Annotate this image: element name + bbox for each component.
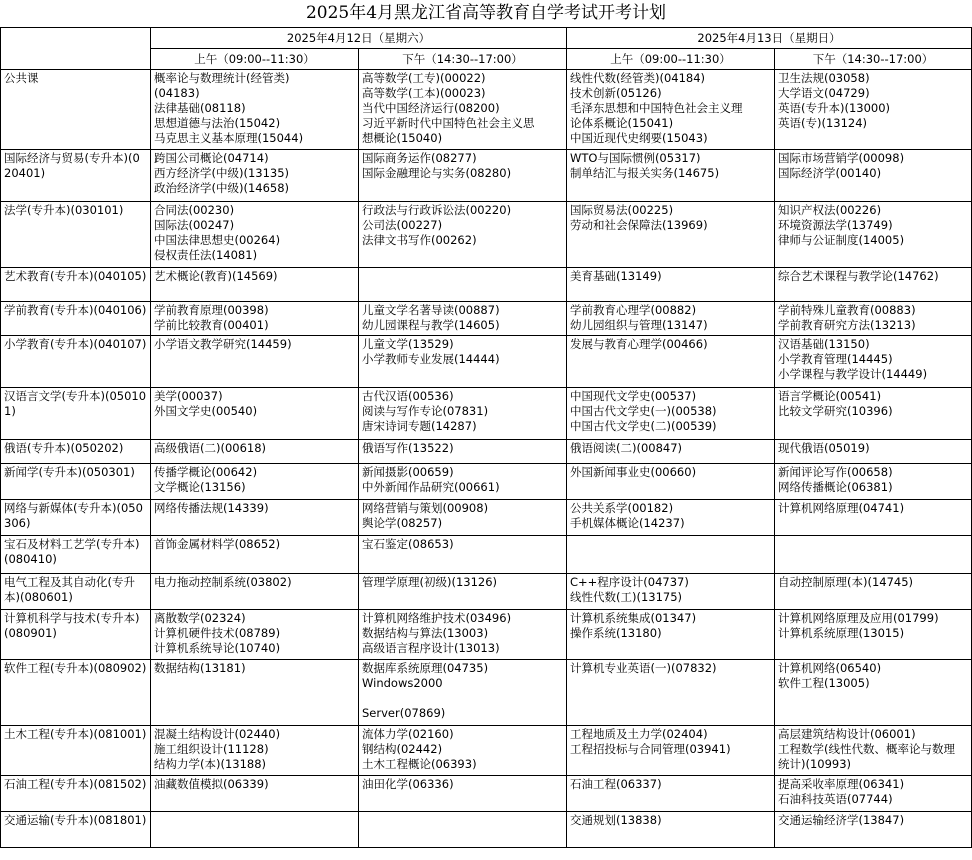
- course-cell: [151, 660, 359, 726]
- major-cell: 电气工程及其自动化(专升本)(080601): [1, 574, 151, 610]
- course-line: 数据结构与算法(13003): [362, 626, 489, 640]
- course-cell: [567, 268, 775, 302]
- course-cell: [775, 336, 972, 388]
- course-line: 计算机网络原理及应用(01799): [778, 611, 939, 625]
- course-cell: [151, 464, 359, 500]
- course-line: 学前教育原理(00398): [154, 303, 269, 317]
- course-line: 学前比较教育(00401): [154, 318, 269, 332]
- course-line: 交通运输经济学(13847): [778, 813, 905, 827]
- course-cell: [775, 150, 972, 202]
- major-cell: 学前教育(专升本)(040106): [1, 302, 151, 336]
- course-cell: [775, 70, 972, 150]
- course-line: 计算机网络原理(04741): [778, 501, 905, 515]
- course-cell: [359, 202, 567, 268]
- course-line: 网络传播法规(14339): [154, 501, 269, 515]
- course-cell: [151, 202, 359, 268]
- course-line: 跨国公司概论(04714): [154, 151, 269, 165]
- course-line: 现代俄语(05019): [778, 441, 870, 455]
- course-line: 计算机网络(06540): [778, 661, 882, 675]
- course-line: 高等数学(工专)(00022): [362, 71, 486, 85]
- course-line: 小学教师专业发展(14444): [362, 352, 500, 366]
- course-cell: [359, 464, 567, 500]
- major-cell: 土木工程(专升本)(081001): [1, 726, 151, 776]
- course-line: 操作系统(13180): [570, 626, 662, 640]
- course-line: 线性代数(经管类)(04184): [570, 71, 706, 85]
- course-line: 结构力学(本)(13188): [154, 757, 267, 771]
- course-line: 油田化学(06336): [362, 777, 454, 791]
- course-line: 卫生法规(03058): [778, 71, 870, 85]
- course-line: 公司法(00227): [362, 218, 443, 232]
- course-cell: [359, 440, 567, 464]
- course-cell: [151, 500, 359, 536]
- course-line: 中国近现代史纲要(15043): [570, 131, 708, 145]
- course-line: 数据结构(13181): [154, 661, 246, 675]
- course-line: 工程招投标与合同管理(03941): [570, 742, 731, 756]
- course-line: 俄语写作(13522): [362, 441, 454, 455]
- course-line: 交通规划(13838): [570, 813, 662, 827]
- course-cell: [567, 464, 775, 500]
- course-line: 比较文学研究(10396): [778, 404, 893, 418]
- course-cell: [567, 500, 775, 536]
- major-cell: 俄语(专升本)(050202): [1, 440, 151, 464]
- course-line: 计算机网络维护技术(03496): [362, 611, 512, 625]
- major-cell: 宝石及材料工艺学(专升本)(080410): [1, 536, 151, 574]
- course-cell: [567, 574, 775, 610]
- course-line: 混凝土结构设计(02440): [154, 727, 281, 741]
- course-cell: [151, 726, 359, 776]
- day2-pm-header: 下午（14:30--17:00）: [775, 49, 972, 70]
- course-line: 线性代数(工)(13175): [570, 590, 683, 604]
- major-cell: 国际经济与贸易(专升本)(020401): [1, 150, 151, 202]
- course-cell: [359, 70, 567, 150]
- course-line: 中国法律思想史(00264): [154, 233, 281, 247]
- course-line: 幼儿园课程与教学(14605): [362, 318, 500, 332]
- major-cell: 石油工程(专升本)(081502): [1, 776, 151, 812]
- major-cell: 新闻学(专升本)(050301): [1, 464, 151, 500]
- course-cell: [567, 302, 775, 336]
- course-line: WTO与国际惯例(05317): [570, 151, 701, 165]
- course-line: 当代中国经济运行(08200): [362, 101, 500, 115]
- course-line: 计算机系统导论(10740): [154, 641, 281, 655]
- course-line: 思想道德与法治(15042): [154, 116, 281, 130]
- course-line: 高级语言程序设计(13013): [362, 641, 500, 655]
- course-line: 幼儿园组织与管理(13147): [570, 318, 708, 332]
- course-line: 国际商务运作(08277): [362, 151, 477, 165]
- table-row: [1, 440, 972, 464]
- course-line: [362, 691, 563, 706]
- course-line: 小学语文教学研究(14459): [154, 337, 292, 351]
- page-title: 2025年4月黑龙江省高等教育自学考试开考计划: [305, 3, 667, 23]
- course-line: 国际贸易法(00225): [570, 203, 674, 217]
- exam-schedule-table: [0, 27, 972, 848]
- course-cell: [359, 726, 567, 776]
- course-cell: [151, 336, 359, 388]
- course-cell: [775, 440, 972, 464]
- major-cell: 软件工程(专升本)(080902): [1, 660, 151, 726]
- course-line: C++程序设计(04737): [570, 575, 689, 589]
- course-line: 自动控制原理(本)(14745): [778, 575, 914, 589]
- table-row: [1, 776, 972, 812]
- table-row: [1, 574, 972, 610]
- course-cell: [567, 660, 775, 726]
- course-line: 中国现代文学史(00537): [570, 389, 697, 403]
- course-line: 技术创新(05126): [570, 86, 662, 100]
- course-line: 语言学概论(00541): [778, 389, 882, 403]
- course-cell: [359, 388, 567, 440]
- course-line: 电力拖动控制系统(03802): [154, 575, 292, 589]
- course-cell: [775, 660, 972, 726]
- course-cell: [151, 440, 359, 464]
- course-line: Windows2000: [362, 676, 443, 690]
- course-cell: [567, 536, 775, 574]
- course-line: 高等数学(工本)(00023): [362, 86, 486, 100]
- course-cell: [775, 388, 972, 440]
- course-line: 法律文书写作(00262): [362, 233, 477, 247]
- course-cell: [567, 610, 775, 660]
- course-line: 综合艺术课程与教学论(14762): [778, 269, 939, 283]
- table-row: [1, 464, 972, 500]
- course-line: 施工组织设计(11128): [154, 742, 269, 756]
- course-cell: [359, 500, 567, 536]
- course-cell: [359, 610, 567, 660]
- course-line: 儿童文学(13529): [362, 337, 454, 351]
- table-row: [1, 812, 972, 848]
- course-line: 离散数学(02324): [154, 611, 246, 625]
- day2-am-header: 上午（09:00--11:30）: [567, 49, 775, 70]
- schedule-body: [1, 70, 972, 848]
- table-row: [1, 500, 972, 536]
- course-line: 大学语文(04729): [778, 86, 870, 100]
- course-cell: [151, 70, 359, 150]
- course-line: 儿童文学名著导读(00887): [362, 303, 500, 317]
- day2-header: 2025年4月13日（星期日）: [567, 28, 972, 49]
- course-line: 钢结构(02442): [362, 742, 443, 756]
- course-line: 土木工程概论(06393): [362, 757, 477, 771]
- course-line: 小学课程与教学设计(14449): [778, 367, 928, 381]
- course-line: 国际金融理论与实务(08280): [362, 166, 512, 180]
- course-cell: [775, 464, 972, 500]
- course-line: 侵权责任法(14081): [154, 248, 258, 262]
- table-row: [1, 150, 972, 202]
- date-header-row: [1, 28, 972, 49]
- course-cell: [151, 610, 359, 660]
- course-line: 计算机系统原理(13015): [778, 626, 905, 640]
- major-cell: 交通运输(专升本)(081801): [1, 812, 151, 848]
- course-line: 舆论学(08257): [362, 516, 443, 530]
- course-cell: [151, 812, 359, 848]
- course-line: 行政法与行政诉讼法(00220): [362, 203, 512, 217]
- course-line: 石油工程(06337): [570, 777, 662, 791]
- course-line: 工程数学(线性代数、概率论与数理: [778, 742, 955, 756]
- course-line: 网络营销与策划(00908): [362, 501, 489, 515]
- course-line: 艺术概论(教育)(14569): [154, 269, 278, 283]
- course-cell: [359, 336, 567, 388]
- course-line: 新闻评论写作(00658): [778, 465, 893, 479]
- course-line: 网络传播概论(06381): [778, 480, 893, 494]
- course-cell: [775, 536, 972, 574]
- course-line: 传播学概论(00642): [154, 465, 258, 479]
- table-row: [1, 536, 972, 574]
- course-cell: [775, 726, 972, 776]
- major-cell: 法学(专升本)(030101): [1, 202, 151, 268]
- course-line: 文学概论(13156): [154, 480, 246, 494]
- course-cell: [775, 202, 972, 268]
- course-line: 新闻摄影(00659): [362, 465, 454, 479]
- course-cell: [775, 302, 972, 336]
- course-line: 中国古代文学史(二)(00539): [570, 419, 717, 433]
- course-line: 小学教育管理(14445): [778, 352, 893, 366]
- major-cell: 汉语言文学(专升本)(050101): [1, 388, 151, 440]
- course-cell: [151, 302, 359, 336]
- course-cell: [567, 70, 775, 150]
- course-line: 提高采收率原理(06341): [778, 777, 905, 791]
- table-row: [1, 726, 972, 776]
- table-row: [1, 336, 972, 388]
- course-line: 毛泽东思想和中国特色社会主义理: [570, 101, 743, 115]
- course-line: Server(07869): [362, 706, 446, 720]
- course-line: 计算机专业英语(一)(07832): [570, 661, 717, 675]
- course-cell: [775, 574, 972, 610]
- course-line: 法律基础(08118): [154, 101, 246, 115]
- course-line: 学前教育心理学(00882): [570, 303, 697, 317]
- course-line: 软件工程(13005): [778, 676, 870, 690]
- course-line: 阅读与写作专论(07831): [362, 404, 489, 418]
- day1-pm-header: 下午（14:30--17:00）: [359, 49, 567, 70]
- course-line: 概率论与数理统计(经管类): [154, 71, 290, 85]
- day1-am-header: 上午（09:00--11:30）: [151, 49, 359, 70]
- course-line: 唐宋诗词专题(14287): [362, 419, 477, 433]
- course-cell: [567, 440, 775, 464]
- course-cell: [567, 388, 775, 440]
- course-line: 流体力学(02160): [362, 727, 454, 741]
- course-cell: [567, 776, 775, 812]
- course-line: 宝石鉴定(08653): [362, 537, 454, 551]
- course-cell: [359, 574, 567, 610]
- course-line: 国际法(00247): [154, 218, 235, 232]
- course-line: 计算机硬件技术(08789): [154, 626, 281, 640]
- course-cell: [775, 812, 972, 848]
- course-line: 习近平新时代中国特色社会主义思: [362, 116, 535, 130]
- course-cell: [567, 202, 775, 268]
- course-line: 首饰金属材料学(08652): [154, 537, 281, 551]
- course-line: 想概论(15040): [362, 131, 443, 145]
- course-line: 环境资源法学(13749): [778, 218, 893, 232]
- course-line: 高级俄语(二)(00618): [154, 441, 267, 455]
- course-line: 英语(专升本)(13000): [778, 101, 891, 115]
- course-line: 手机媒体概论(14237): [570, 516, 685, 530]
- table-row: [1, 268, 972, 302]
- course-line: 劳动和社会保障法(13969): [570, 218, 708, 232]
- course-line: 知识产权法(00226): [778, 203, 882, 217]
- course-line: 中外新闻作品研究(00661): [362, 480, 500, 494]
- course-cell: [775, 610, 972, 660]
- course-cell: [151, 388, 359, 440]
- table-row: [1, 388, 972, 440]
- day1-header: 2025年4月12日（星期六）: [151, 28, 567, 49]
- table-row: [1, 202, 972, 268]
- course-line: 中国古代文学史(一)(00538): [570, 404, 717, 418]
- course-line: 计算机系统集成(01347): [570, 611, 697, 625]
- major-cell: 小学教育(专升本)(040107): [1, 336, 151, 388]
- course-line: 西方经济学(中级)(13135): [154, 166, 290, 180]
- course-cell: [359, 776, 567, 812]
- course-line: 汉语基础(13150): [778, 337, 870, 351]
- course-cell: [567, 812, 775, 848]
- course-line: 马克思主义基本原理(15044): [154, 131, 304, 145]
- course-line: 制单结汇与报关实务(14675): [570, 166, 720, 180]
- course-line: 数据库系统原理(04735): [362, 661, 489, 675]
- course-line: 美育基础(13149): [570, 269, 662, 283]
- course-line: 学前教育研究方法(13213): [778, 318, 916, 332]
- course-line: 统计)(10993): [778, 757, 852, 771]
- course-line: 合同法(00230): [154, 203, 235, 217]
- course-line: 论体系概论(15041): [570, 116, 674, 130]
- course-cell: [151, 536, 359, 574]
- course-cell: [151, 776, 359, 812]
- course-cell: [151, 268, 359, 302]
- course-line: 管理学原理(初级)(13126): [362, 575, 498, 589]
- course-cell: [567, 150, 775, 202]
- major-header-cell: [1, 28, 151, 70]
- course-cell: [359, 536, 567, 574]
- course-line: 石油科技英语(07744): [778, 792, 893, 806]
- course-line: 国际经济学(00140): [778, 166, 882, 180]
- course-cell: [359, 812, 567, 848]
- major-cell: 公共课: [1, 70, 151, 150]
- course-line: 外国新闻事业史(00660): [570, 465, 697, 479]
- table-row: [1, 70, 972, 150]
- course-line: 工程地质及土力学(02404): [570, 727, 708, 741]
- course-line: 俄语阅读(二)(00847): [570, 441, 683, 455]
- course-cell: [359, 302, 567, 336]
- course-cell: [775, 500, 972, 536]
- course-cell: [567, 726, 775, 776]
- table-row: [1, 302, 972, 336]
- course-line: 高层建筑结构设计(06001): [778, 727, 916, 741]
- course-line: 发展与教育心理学(00466): [570, 337, 708, 351]
- course-cell: [775, 268, 972, 302]
- course-line: 古代汉语(00536): [362, 389, 454, 403]
- course-line: 美学(00037): [154, 389, 223, 403]
- course-line: 政治经济学(中级)(14658): [154, 181, 290, 195]
- course-cell: [359, 268, 567, 302]
- major-cell: 计算机科学与技术(专升本)(080901): [1, 610, 151, 660]
- course-cell: [151, 150, 359, 202]
- course-cell: [151, 574, 359, 610]
- course-line: 油藏数值模拟(06339): [154, 777, 269, 791]
- course-cell: [775, 776, 972, 812]
- course-line: 律师与公证制度(14005): [778, 233, 905, 247]
- major-cell: 网络与新媒体(专升本)(050306): [1, 500, 151, 536]
- course-line: 学前特殊儿童教育(00883): [778, 303, 916, 317]
- course-line: (04183): [154, 86, 200, 100]
- table-row: [1, 660, 972, 726]
- course-cell: [359, 660, 567, 726]
- table-row: [1, 610, 972, 660]
- major-cell: 艺术教育(专升本)(040105): [1, 268, 151, 302]
- course-cell: [359, 150, 567, 202]
- course-line: 外国文学史(00540): [154, 404, 258, 418]
- course-line: 英语(专)(13124): [778, 116, 868, 130]
- course-line: 公共关系学(00182): [570, 501, 674, 515]
- course-cell: [567, 336, 775, 388]
- course-line: 国际市场营销学(00098): [778, 151, 905, 165]
